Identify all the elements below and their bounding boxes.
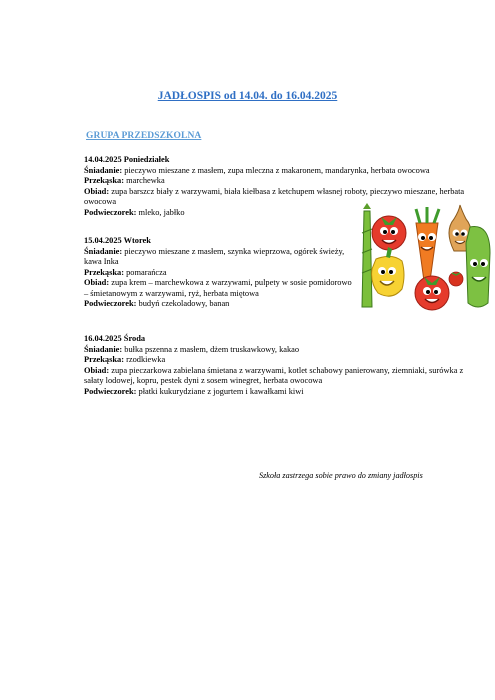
meal-text: pieczywo mieszane z masłem, szynka wieprzowa, ogórek świeży, kawa Inka (84, 246, 345, 266)
meal-label: Przekąska: (84, 267, 125, 277)
meal-row-afternoon-snack (84, 299, 352, 310)
meal-row-snack (84, 355, 470, 366)
meal-text: pomarańcza (124, 267, 167, 277)
meal-row-lunch (84, 366, 470, 387)
meal-text: marchewka (124, 176, 165, 185)
meal-label: Przekąska: (84, 355, 125, 364)
meal-text: bułka pszenna z masłem, dżem truskawkowy, kakao (122, 344, 300, 354)
meal-label: Obiad: (84, 365, 110, 375)
meal-row-breakfast (84, 247, 352, 268)
day-date: 15.04.2025 Wtorek (84, 236, 151, 245)
page-title: JADŁOSPIS od 14.04. do 16.04.2025 (157, 90, 338, 102)
disclaimer-note: Szkoła zastrzega sobie prawo do zmiany jadłospis (259, 471, 423, 480)
meal-label: Śniadanie: (84, 344, 123, 354)
meal-text: mleko, jabłko (136, 207, 185, 217)
meal-label: Śniadanie: (84, 246, 123, 256)
meal-text: zupa krem – marchewkowa z warzywami, pulpety w sosie pomidorowo – śmietanowym z warzywami, ryż, herbata miętowa (84, 278, 352, 298)
meal-label: Podwieczorek: (84, 386, 137, 396)
meal-row-breakfast (84, 166, 468, 177)
meal-row-lunch (84, 278, 352, 299)
meal-text: budyń czekoladowy, banan (136, 299, 230, 308)
cartoon-vegetables-icon (356, 203, 492, 313)
day-section-wednesday (84, 334, 470, 397)
meal-text: pieczywo mieszane z masłem, zupa mleczna z makaronem, mandarynka, herbata owocowa (122, 165, 430, 175)
meal-text: rzodkiewka (124, 355, 166, 364)
meal-label: Przekąska: (84, 176, 125, 185)
meal-row-snack (84, 176, 468, 187)
meal-text: zupa pieczarkowa zabielana śmietana z warzywami, kotlet schabowy panierowany, ziemniaki, surówka z sałaty lodowej, kopru, pestek dyni z sosem winegret, herbata owocowa (84, 365, 464, 385)
meal-row-breakfast (84, 345, 470, 356)
group-heading: GRUPA PRZEDSZKOLNA (86, 131, 202, 141)
meal-text: płatki kukurydziane z jogurtem i kawałkami kiwi (136, 386, 304, 396)
meal-label: Podwieczorek: (84, 299, 137, 308)
meal-row-afternoon-snack (84, 387, 470, 398)
day-date: 16.04.2025 Środa (84, 334, 146, 343)
meal-label: Śniadanie: (84, 165, 123, 175)
meal-text: zupa barszcz biały z warzywami, biała kiełbasa z ketchupem własnej roboty, pieczywo mieszane, herbata owocowa (84, 186, 465, 206)
meal-label: Obiad: (84, 186, 110, 196)
meal-label: Obiad: (84, 278, 110, 287)
day-section-tuesday (84, 236, 352, 310)
day-date: 14.04.2025 Poniedziałek (84, 155, 170, 164)
meal-label: Podwieczorek: (84, 207, 137, 217)
meal-row-snack (84, 268, 352, 279)
